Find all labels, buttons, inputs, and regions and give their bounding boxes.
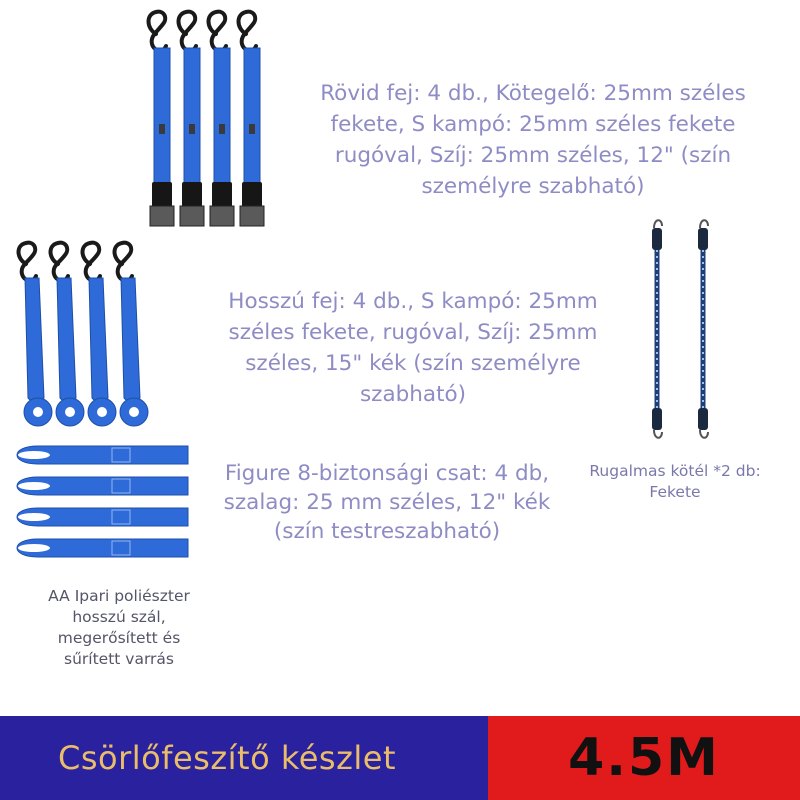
short-strap-1 [149, 12, 175, 226]
long-strap-2 [51, 243, 85, 426]
loop-strap-1 [17, 446, 188, 464]
long-strap-4 [115, 243, 149, 426]
short-head-description: Rövid fej: 4 db., Kötegelő: 25mm széles fekete, S kampó: 25mm széles fekete rugóval, Szíj: 25mm széles, 12" (szín személyre szabható) [320, 81, 746, 199]
bungee-cord-2 [698, 220, 708, 438]
banner-title: Csörlőfeszítő készlet [58, 739, 396, 777]
figure8-loops-illustration [10, 440, 192, 568]
loop-strap-3 [17, 508, 188, 526]
bungee-description: Rugalmas kötél *2 db: Fekete [589, 462, 761, 501]
figure8-description: Figure 8-biztonsági csat: 4 db, szalag: 25 mm széles, 12" kék (szín testreszabható) [223, 461, 551, 544]
short-strap-3 [209, 12, 235, 226]
short-strap-2 [179, 12, 205, 226]
bungee-cord-1 [652, 220, 662, 438]
loop-strap-4 [17, 539, 188, 557]
product-banner [0, 716, 800, 800]
banner-size-area [488, 716, 800, 800]
short-strap-4 [239, 12, 265, 226]
short-ratchet-straps-illustration [140, 0, 280, 232]
material-description: AA Ipari poliészter hosszú szál, megerősített és sűrített varrás [48, 587, 190, 668]
bungee-cords-illustration [636, 214, 720, 444]
long-strap-3 [83, 243, 117, 426]
long-strap-illustration [12, 234, 152, 430]
long-strap-1 [19, 243, 53, 426]
banner-size: 4.5M [568, 728, 720, 788]
long-head-description: Hosszú fej: 4 db., S kampó: 25mm széles fekete, rugóval, Szíj: 25mm széles, 15" kék (szín személyre szabható) [228, 289, 598, 407]
banner-title-area [0, 716, 488, 800]
loop-strap-2 [17, 477, 188, 495]
